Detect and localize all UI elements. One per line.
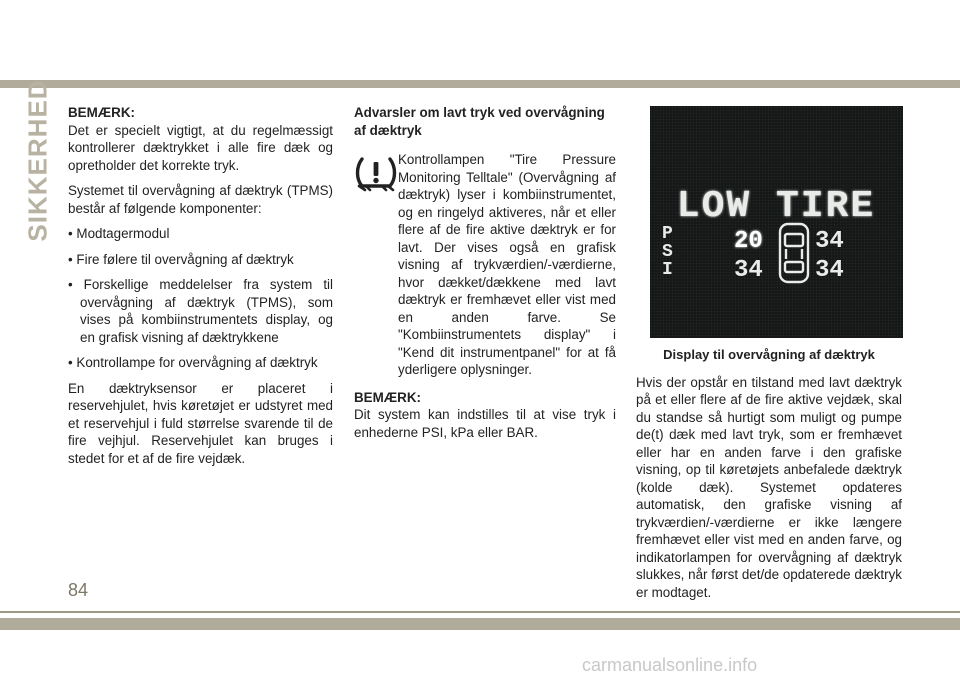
tire-pressure-warning-icon: [354, 153, 398, 193]
note-heading: BEMÆRK:: [68, 105, 135, 120]
section-heading: Advarsler om lavt tryk ved overvågning af dæktryk: [354, 105, 605, 138]
footer-rule: [0, 618, 960, 630]
page-number: 84: [68, 580, 89, 600]
middle-column: [354, 104, 616, 449]
front-right-pressure: 34: [815, 228, 844, 255]
spare-tire-text: En dæktryksensor er placeret i reservehjulet, hvis køretøjet er udstyret med et reservehjul i fuld størrelse svarende til de fire vejhjul. Reservehjulet kan bruges i stedet for et af de fire vejdæk.: [68, 380, 333, 466]
list-item: • Fire følere til overvågning af dæktryk: [68, 251, 294, 267]
note-text: Det er specielt vigtigt, at du regelmæssigt kontrollerer dæktrykket i alle fire dæk og opretholder det korrekte tryk.: [68, 122, 333, 173]
display-caption: Display til overvågning af dæktryk: [663, 347, 875, 362]
footer-rule-thin: [0, 611, 960, 613]
note-heading: BEMÆRK:: [354, 389, 421, 405]
left-column: [68, 104, 333, 475]
tpms-display-graphic: [650, 106, 903, 338]
tpms-display-image: [650, 106, 903, 338]
watermark-text: carmanualsonline.info: [582, 655, 758, 675]
page-header-band: [0, 0, 960, 78]
list-item: • Kontrollampe for overvågning af dæktryk: [68, 355, 318, 370]
telltale-text: Kontrollampen "Tire Pressure Monitoring Telltale" (Overvågning af dæktryk) lyser i kombiinstrumentet, og en ringelyd aktiveres, når et eller flere af de fire aktive dæktryk er for lavt. Der vises også en grafisk visning af trykværdien/-værdierne, hvor dækket/dækkene med lavt dæktryk er fremhævet eller vist med en anden farve. Se "Kombiinstrumentets display" i "Kend dit instrumentpanel" for at få yderligere oplysninger.: [398, 152, 616, 377]
rear-left-pressure: 34: [734, 257, 763, 284]
list-item: • Modtagermodul: [68, 226, 170, 241]
unit-letter: P: [662, 224, 673, 244]
tpms-intro: Systemet til overvågning af dæktryk (TPMS) består af følgende komponenter:: [68, 183, 333, 216]
header-rule: [0, 80, 960, 88]
front-left-pressure: 20: [734, 228, 763, 255]
section-label: SIKKERHED: [22, 78, 53, 242]
unit-letter: S: [662, 242, 673, 262]
note-text: Dit system kan indstilles til at vise tryk i enhederne PSI, kPa eller BAR.: [354, 407, 616, 440]
list-item: • Forskellige meddelelser fra system til overvågning af dæktryk (TPMS), som vises på kombiinstrumentets display, og en grafisk visning af dæktrykkene: [68, 277, 333, 345]
section-side-tab: [22, 78, 53, 242]
unit-letter: I: [662, 260, 673, 280]
right-column: [636, 104, 902, 609]
display-title: LOW TIRE: [676, 185, 876, 228]
rear-right-pressure: 34: [815, 257, 844, 284]
telltale-block: [354, 151, 616, 379]
low-pressure-instructions: Hvis der opstår en tilstand med lavt dæktryk på et eller flere af de fire aktive vejdæk, skal du standse så hurtigt som muligt og pumpe de(t) dæk med lavt tryk, som er fremhævet eller har en anden farve i den grafiske visning, op til køretøjets anbefalede dæktryk (kolde dæk). Systemet opdateres automatisk, den grafiske visning af trykværdien/-værdierne er ikke længere fremhævet eller vist med en anden farve, og indikatorlampen for overvågning af dæktryk slukkes, når først det/de opdaterede dæktryk er modtaget.: [636, 374, 902, 600]
